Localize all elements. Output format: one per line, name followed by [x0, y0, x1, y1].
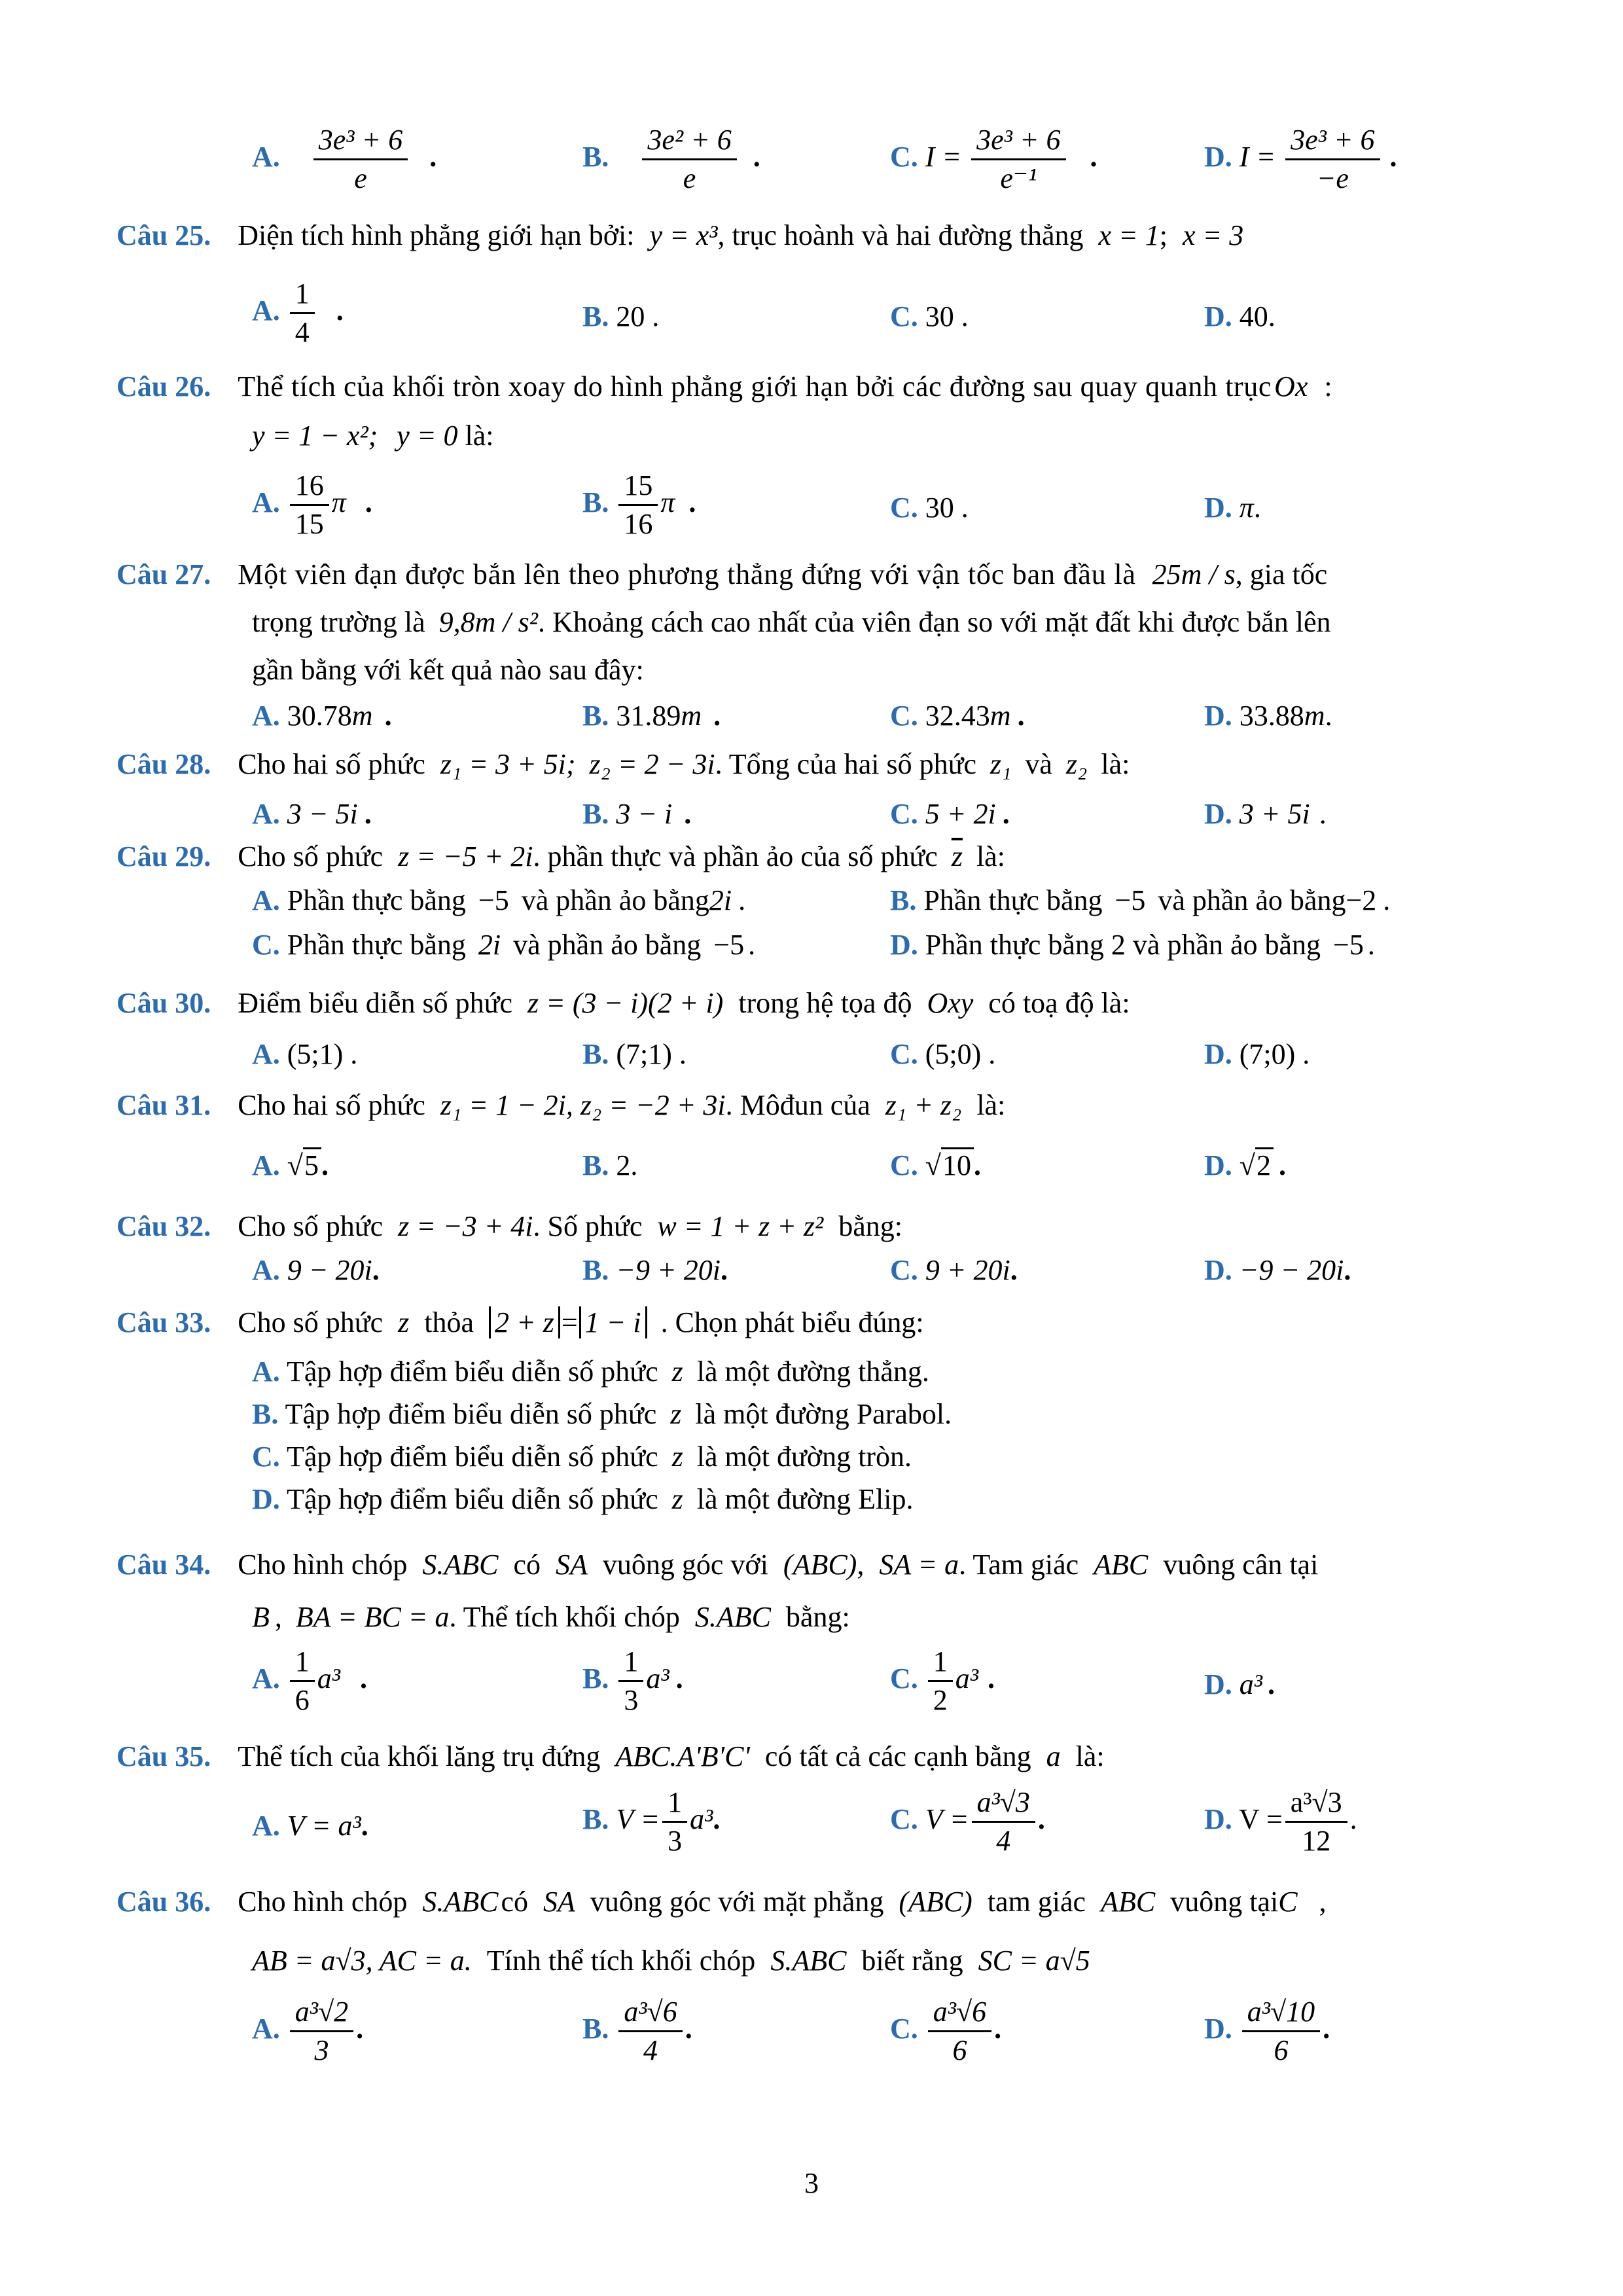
q27-stem-line1: Câu 27. Một viên đạn được bắn lên theo phương thẳng đứng với vận tốc ban đầu là 25m / s, gia tốc [116, 558, 1328, 590]
q35-option-b: B. V = $\frac{1}{3}$ a³. [582, 1786, 721, 1857]
q33-option-c: C. Tập hợp điểm biểu diễn số phức z là một đường tròn. [252, 1441, 912, 1473]
q29-option-a: A. Phần thực bằng −5 và phần ảo bằng2i . [252, 884, 746, 916]
q35-option-a: A. V = a³. [252, 1810, 368, 1842]
q30-option-a: A. (5;1) . [252, 1038, 358, 1070]
fraction: $\frac{1}{3}$ [662, 1787, 687, 1857]
q36-stem-line2: AB = a√3, AC = a. Tính thể tích khối chóp S.ABC biết rằng SC = a√5 [252, 1945, 1090, 1977]
q26-option-c: C. 30 . [890, 492, 969, 524]
q34-option-d: D. a³ . [1204, 1668, 1275, 1700]
q28-stem: Câu 28. Cho hai số phức z₁ = 3 + 5i; z₂ = 2 − 3i. Tổng của hai số phức z₁ và z₂ là: [116, 748, 1130, 780]
q34-option-a: A. $\frac{1}{6}$ a³ . [252, 1645, 367, 1717]
fraction: $\frac{\text{3e² + 6}}{e}$ [642, 124, 736, 195]
sqrt: √2 [1240, 1149, 1274, 1183]
q36-stem-line1: Câu 36. Cho hình chóp S.ABCcó SA vuông góc với mặt phẳng (ABC) tam giác ABC vuông tạiC , [116, 1886, 1327, 1918]
fraction: $\frac{\text{a³√6}}{4}$ [618, 1996, 682, 2067]
q33-option-b: B. Tập hợp điểm biểu diễn số phức z là một đường Parabol. [252, 1398, 952, 1430]
q31-option-d: D. √2 . [1204, 1149, 1286, 1183]
q35-option-d: D. V = $\frac{\text{a³√3}}{12}$ . [1204, 1786, 1357, 1857]
q32-option-c: C. 9 + 20i. [890, 1254, 1018, 1286]
fraction: $\frac{\text{a³√2}}{3}$ [290, 1996, 353, 2067]
fraction: $\frac{\text{a³√10}}{6}$ [1242, 1996, 1320, 2067]
q24-option-b: B. $\frac{\text{3e² + 6}}{e}$ . [582, 124, 760, 195]
fraction: $\frac{\text{3e³ + 6}}{-e}$ [1285, 124, 1380, 195]
q24-option-a: A. $\frac{\text{3e³ + 6}}{e}$ . [252, 124, 437, 195]
q27-option-d: D. 33.88m. [1204, 700, 1332, 732]
q29-stem: Câu 29. Cho số phức z = −5 + 2i. phần thực và phần ảo của số phức $\overline{z}$ là: [116, 840, 1005, 872]
q25-option-d: D. 40. [1204, 300, 1275, 332]
q26-option-b: B. $\frac{15}{16}$ π . [582, 469, 696, 541]
q24-option-c: C. I = $\frac{\text{3e³ + 6}}{\text{e⁻¹}}$ . [890, 124, 1097, 195]
q27-option-b: B. 31.89m . [582, 700, 721, 732]
q28-option-d: D. 3 + 5i . [1204, 798, 1327, 830]
q28-option-a: A. 3 − 5i . [252, 798, 372, 830]
q35-stem: Câu 35. Thể tích của khối lăng trụ đứng ABC.A'B'C' có tất cả các cạnh bằng a là: [116, 1740, 1105, 1772]
q30-option-c: C. (5;0) . [890, 1038, 996, 1070]
q32-option-a: A. 9 − 20i. [252, 1254, 380, 1286]
q25-option-c: C. 30 . [890, 300, 969, 332]
fraction: $\frac{\text{a³√6}}{6}$ [928, 1996, 991, 2067]
sqrt: √5 [287, 1149, 321, 1183]
q31-option-b: B. 2. [582, 1149, 638, 1181]
q35-option-c: C. V = $\frac{\text{a³√3}}{4}$ . [890, 1786, 1045, 1857]
fraction: $\frac{\text{a³√3}}{12}$ [1285, 1787, 1347, 1857]
q31-option-a: A. √5. [252, 1149, 329, 1183]
q30-stem: Câu 30. Điểm biểu diễn số phức z = (3 − i)(2 + i) trong hệ tọa độ Oxy có toạ độ là: [116, 987, 1130, 1019]
q27-option-c: C. 32.43m . [890, 700, 1025, 732]
q33-stem: Câu 33. Cho số phức z thỏa 2 + z = 1 − i . Chọn phát biểu đúng: [116, 1306, 924, 1338]
q30-option-b: B. (7;1) . [582, 1038, 687, 1070]
fraction: $\frac{\text{3e³ + 6}}{e}$ [313, 124, 408, 195]
q33-option-a: A. Tập hợp điểm biểu diễn số phức z là một đường thẳng. [252, 1355, 929, 1388]
q28-option-b: B. 3 − i . [582, 798, 692, 830]
q36-option-d: D. $\frac{\text{a³√10}}{6}$ . [1204, 1996, 1330, 2067]
q26-option-d: D. π. [1204, 492, 1261, 524]
q31-option-c: C. √10. [890, 1149, 981, 1183]
q26-stem-line2: y = 1 − x²; y = 0 là: [252, 420, 494, 452]
q36-option-a: A. $\frac{\text{a³√2}}{3}$ . [252, 1996, 364, 2067]
fraction: $\frac{16}{15}$ [290, 470, 329, 541]
q29-option-c: C. Phần thực bằng 2i và phần ảo bằng −5 . [252, 929, 756, 961]
q29-option-b: B. Phần thực bằng −5 và phần ảo bằng−2 . [890, 884, 1391, 916]
fraction: $\frac{15}{16}$ [618, 470, 658, 541]
sqrt: √10 [925, 1149, 974, 1183]
q34-stem-line1: Câu 34. Cho hình chóp S.ABC có SA vuông góc với (ABC), SA = a. Tam giác ABC vuông cân tại [116, 1549, 1319, 1581]
q30-option-d: D. (7;0) . [1204, 1038, 1310, 1070]
question-label: Câu 25. [116, 219, 211, 251]
q26-stem-line1: Câu 26. Thể tích của khối tròn xoay do hình phẳng giới hạn bởi các đường sau quay quanh trụcOx : [116, 370, 1332, 403]
q34-stem-line2: B , BA = BC = a. Thể tích khối chóp S.ABC bằng: [252, 1601, 850, 1633]
q24-option-d: D. I = $\frac{\text{3e³ + 6}}{-e}$ . [1204, 124, 1397, 195]
q28-option-c: C. 5 + 2i . [890, 798, 1010, 830]
q25-option-b: B. 20 . [582, 300, 660, 332]
q32-option-d: D. −9 − 20i. [1204, 1254, 1351, 1286]
q34-option-b: B. $\frac{1}{3}$ a³ . [582, 1645, 683, 1717]
q27-option-a: A. 30.78m . [252, 700, 392, 732]
page-number: 3 [804, 2167, 819, 2199]
q25-option-a: A. $\frac{1}{4}$ . [252, 278, 344, 349]
fraction: $\frac{1}{4}$ [290, 278, 315, 349]
fraction: $\frac{\text{3e³ + 6}}{\text{e⁻¹}}$ [971, 124, 1065, 195]
q36-option-c: C. $\frac{\text{a³√6}}{6}$ . [890, 1996, 1002, 2067]
q34-option-c: C. $\frac{1}{2}$ a³ . [890, 1645, 995, 1717]
q26-option-a: A. $\frac{16}{15}$ π . [252, 469, 372, 541]
q25-stem: Câu 25. Diện tích hình phẳng giới hạn bởi: y = x³, trục hoành và hai đường thẳng x = 1; x = 3 [116, 219, 1244, 251]
q31-stem: Câu 31. Cho hai số phức z₁ = 1 − 2i, z₂ = −2 + 3i. Môđun của z₁ + z₂ là: [116, 1089, 1006, 1121]
q33-option-d: D. Tập hợp điểm biểu diễn số phức z là một đường Elip. [252, 1483, 914, 1515]
q27-stem-line2: trọng trường là 9,8m / s². Khoảng cách cao nhất của viên đạn so với mặt đất khi được bắn lên [252, 606, 1331, 638]
q27-stem-line3: gần bằng với kết quả nào sau đây: [252, 654, 644, 686]
q32-stem: Câu 32. Cho số phức z = −3 + 4i. Số phức w = 1 + z + z² bằng: [116, 1210, 903, 1242]
fraction: $\frac{1}{2}$ [928, 1646, 953, 1717]
q32-option-b: B. −9 + 20i. [582, 1254, 728, 1286]
q29-option-d: D. Phần thực bằng 2 và phần ảo bằng −5 . [890, 929, 1375, 961]
fraction: $\frac{1}{3}$ [618, 1646, 643, 1717]
q36-option-b: B. $\frac{\text{a³√6}}{4}$ . [582, 1996, 692, 2067]
fraction: $\frac{\text{a³√3}}{4}$ [972, 1787, 1035, 1857]
fraction: $\frac{1}{6}$ [290, 1646, 315, 1717]
